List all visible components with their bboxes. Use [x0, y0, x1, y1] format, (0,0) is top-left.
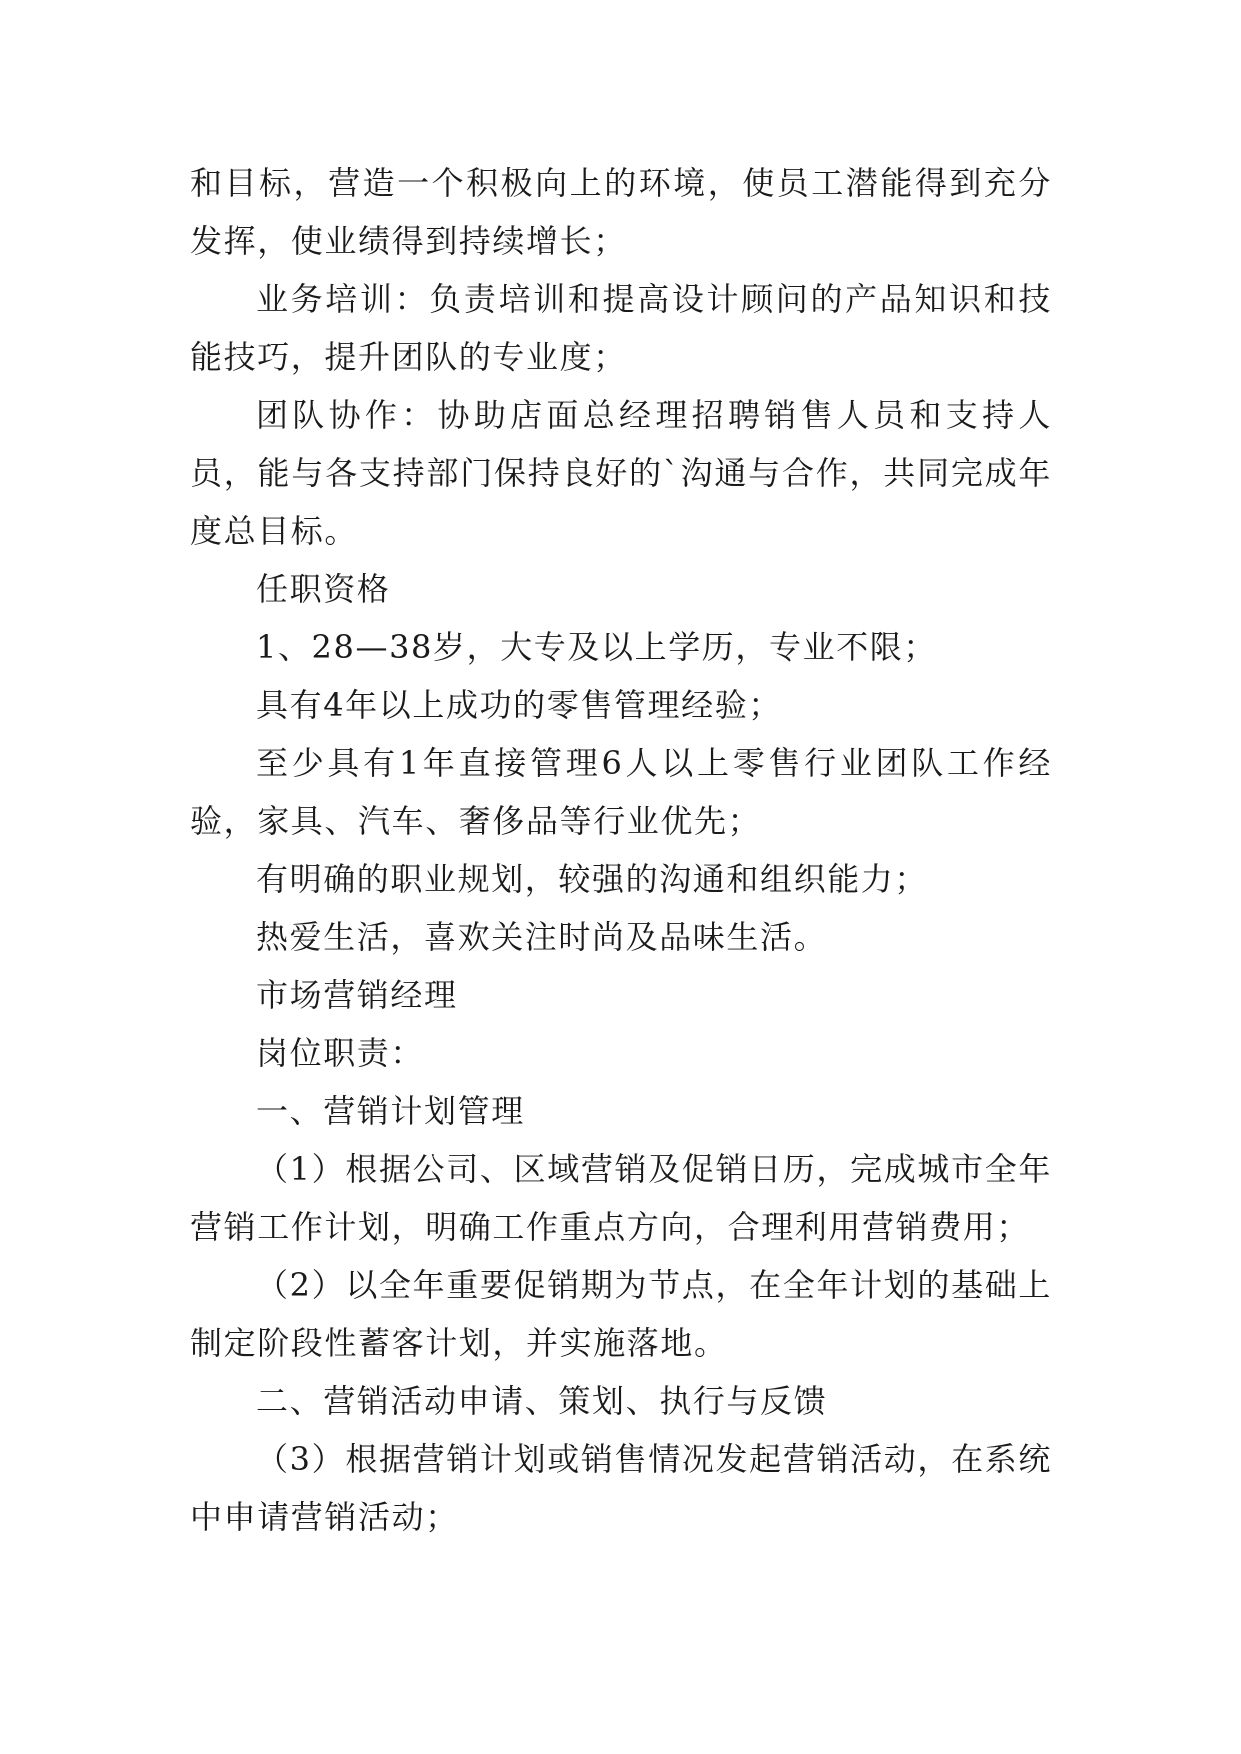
- paragraph-business-training: 业务培训：负责培训和提高设计顾问的产品知识和技能技巧，提升团队的专业度；: [190, 280, 1052, 376]
- qualification-item-lifestyle: 热爱生活，喜欢关注时尚及品味生活。: [256, 918, 828, 956]
- section-marketing-activities: 二、营销活动申请、策划、执行与反馈: [256, 1382, 828, 1420]
- qualification-item-career-plan: 有明确的职业规划，较强的沟通和组织能力；: [256, 860, 929, 898]
- heading-job-duties: 岗位职责：: [256, 1034, 425, 1072]
- paragraph-team-collaboration: 团队协作：协助店面总经理招聘销售人员和支持人员，能与各支持部门保持良好的`沟通与合作，共同完成年度总目标。: [190, 396, 1052, 550]
- document-body: [190, 154, 1052, 1546]
- qualification-item-team-management: 至少具有1年直接管理6人以上零售行业团队工作经验，家具、汽车、奢侈品等行业优先；: [190, 744, 1052, 840]
- duty-item-1: （1）根据公司、区域营销及促销日历，完成城市全年营销工作计划，明确工作重点方向，合理利用营销费用；: [190, 1150, 1052, 1246]
- paragraph-goal-continuation: 和目标，营造一个积极向上的环境，使员工潜能得到充分发挥，使业绩得到持续增长；: [190, 164, 1052, 260]
- heading-marketing-manager: 市场营销经理: [256, 976, 458, 1014]
- qualification-item-age-education: 1、28—38岁，大专及以上学历，专业不限；: [256, 628, 937, 666]
- section-marketing-plan: 一、营销计划管理: [256, 1092, 525, 1130]
- qualification-item-experience: 具有4年以上成功的零售管理经验；: [256, 686, 782, 724]
- heading-qualifications: 任职资格: [256, 570, 391, 608]
- duty-item-2: （2）以全年重要促销期为节点，在全年计划的基础上制定阶段性蓄客计划，并实施落地。: [190, 1266, 1052, 1362]
- duty-item-3: （3）根据营销计划或销售情况发起营销活动，在系统中申请营销活动；: [190, 1440, 1052, 1536]
